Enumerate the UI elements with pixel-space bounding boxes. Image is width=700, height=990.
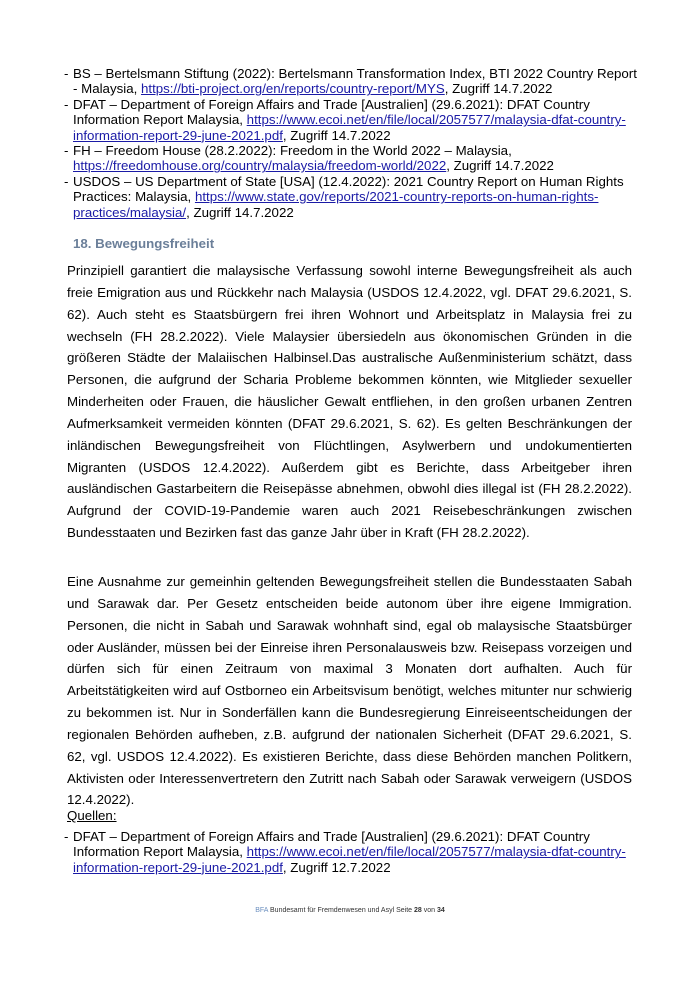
section-heading: 18. Bewegungsfreiheit xyxy=(73,236,215,251)
source-link[interactable]: https://www.ecoi.net/en/file/local/2057577/malaysia-dfat-country-information-report-29-june-2021.pdf xyxy=(73,844,626,875)
source-item: - FH – Freedom House (28.2.2022): Freedom in the World 2022 – Malaysia, https://freedomhouse.org/country/malaysia/freedom-world/2022, Zugriff 14.7.2022 xyxy=(63,143,643,174)
source-item: - USDOS – US Department of State [USA] (12.4.2022): 2021 Country Report on Human Rights Practices: Malaysia, https://www.state.gov/reports/2021-country-reports-on-human-rights-practices/malaysia/, Zugriff 14.7.2022 xyxy=(63,174,643,220)
source-link[interactable]: https://www.state.gov/reports/2021-country-reports-on-human-rights-practices/malaysia/ xyxy=(73,189,599,220)
source-item: - DFAT – Department of Foreign Affairs and Trade [Australien] (29.6.2021): DFAT Country Information Report Malaysia, https://www.ecoi.net/en/file/local/2057577/malaysia-dfat-country-information-report-29-june-2021.pdf, Zugriff 14.7.2022 xyxy=(63,97,643,143)
sources-label: Quellen: xyxy=(67,808,117,823)
paragraph: Eine Ausnahme zur gemeinhin geltenden Bewegungsfreiheit stellen die Bundesstaaten Sabah und Sarawak dar. Per Gesetz entscheiden beide autonom über ihre eigene Immigration. Personen, die nicht in Sabah und Sarawak wohnhaft sind, egal ob malaysische Staatsbürger oder Ausländer, müssen bei der Einreise ihren Personalausweis bzw. Reisepass vorzeigen und dürfen sich für einen Zeitraum von maximal 3 Monaten dort aufhalten. Auch für Arbeitstätigkeiten wird auf Ostborneo ein Arbeitsvisum benötigt, welches mitunter nur schwierig zu bekommen ist. Nur in Sonderfällen kann die Bundesregierung Einreiseentscheidungen der regionalen Behörden aufheben, z.B. aufgrund der nationalen Sicherheit (DFAT 29.6.2021, S. 62, vgl. USDOS 12.4.2022). Es existieren Berichte, dass diese Behörden manchen Politkern, Aktivisten oder Interessenvertretern den Zutritt nach Sabah oder Sarawak verweigern (USDOS 12.4.2022). xyxy=(67,574,632,808)
source-link[interactable]: https://www.ecoi.net/en/file/local/2057577/malaysia-dfat-country-information-report-29-june-2021.pdf xyxy=(73,112,626,143)
page-footer: BFA Bundesamt für Fremdenwesen und Asyl Seite 28 von 34 xyxy=(255,907,445,914)
top-sources-list xyxy=(63,66,643,220)
bottom-sources-list xyxy=(63,829,643,875)
source-link[interactable]: https://freedomhouse.org/country/malaysia/freedom-world/2022 xyxy=(73,158,447,174)
source-item: - DFAT – Department of Foreign Affairs and Trade [Australien] (29.6.2021): DFAT Country Information Report Malaysia, https://www.ecoi.net/en/file/local/2057577/malaysia-dfat-country-information-report-29-june-2021.pdf, Zugriff 12.7.2022 xyxy=(63,829,643,875)
paragraph: Prinzipiell garantiert die malaysische Verfassung sowohl interne Bewegungsfreiheit als auch freie Emigration aus und Rückkehr nach Malaysia (USDOS 12.4.2022, vgl. DFAT 29.6.2021, S. 62). Auch steht es Staatsbürgern frei ihren Wohnort und Arbeitsplatz in Malaysia frei zu wechseln (FH 28.2.2022). Viele Malaysier übersiedeln aus ökonomischen Gründen in die größeren Städte der Malaiischen Halbinsel.Das australische Außenministerium schätzt, dass Personen, die aufgrund der Scharia Probleme bekommen könnten, wie Mitglieder sexueller Minderheiten oder Frauen, die häuslicher Gewalt entfliehen, in den großen urbanen Zentren Aufmerksamkeit vermeiden könnten (DFAT 29.6.2021, S. 62). Es gelten Beschränkungen der inländischen Bewegungsfreiheit von Flüchtlingen, Asylwerbern und undokumentierten Migranten (USDOS 12.4.2022). Außerdem gibt es Berichte, dass Arbeitgeber ihren ausländischen Gastarbeitern die Reisepässe abnehmen, obwohl dies illegal ist (FH 28.2.2022). Aufgrund der COVID-19-Pandemie waren auch 2021 Reisebeschränkungen zwischen Bundesstaaten und Bezirken fast das ganze Jahr über in Kraft (FH 28.2.2022). xyxy=(67,263,632,541)
page-number: 28 xyxy=(413,907,422,914)
page-total: 34 xyxy=(436,907,445,914)
source-item: - BS – Bertelsmann Stiftung (2022): Bertelsmann Transformation Index, BTI 2022 Country Report - Malaysia, https://bti-project.org/en/reports/country-report/MYS, Zugriff 14.7.2022 xyxy=(63,66,643,97)
source-link[interactable]: https://bti-project.org/en/reports/country-report/MYS xyxy=(140,81,445,97)
bfa-logo: BFA xyxy=(255,907,269,914)
